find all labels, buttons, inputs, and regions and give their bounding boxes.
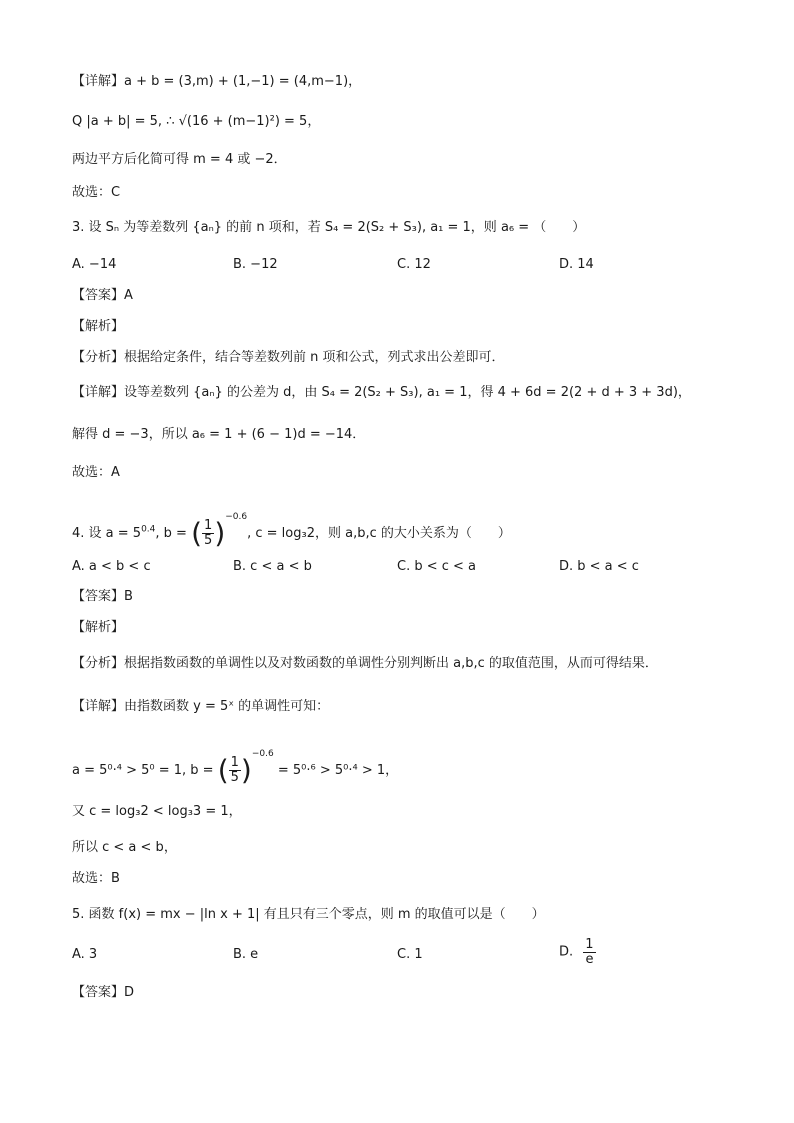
q5-option-c: C. 1 (397, 947, 423, 962)
q4-option-b: B. c < a < b (233, 559, 312, 574)
q4-exp-a: 0.4 (141, 524, 156, 535)
q4-fraction: $\frac{1}{5}$ (204, 518, 213, 548)
q4-fenxi: 【分析】根据指数函数的单调性以及对数函数的单调性分别判断出 a,b,c 的取值范围，从而可得结果． (72, 656, 658, 671)
q4-answer: 【答案】B (72, 589, 133, 604)
q3-analysis-heading: 【解析】 (72, 319, 125, 334)
q5-answer: 【答案】D (72, 985, 135, 1000)
q3-detail-1: 【详解】设等差数列 {aₙ} 的公差为 d，由 S₄ = 2(S₂ + S₃), a₁ = 1，得 4 + 6d = 2(2 + d + 3 + 3d)， (72, 385, 691, 400)
q3-detail-2: 解得 d = −3，所以 a₆ = 1 + (6 − 1)d = −14． (72, 427, 366, 442)
q4-detail-2: a = 5⁰·⁴ > 5⁰ = 1, b = ( $\frac{1}{5}$ )$^{-0.6}$ = 5⁰·⁶ > 5⁰·⁴ > 1， (72, 749, 399, 787)
select-line: 故选：C (72, 185, 121, 200)
q4-detail-4: 所以 c < a < b， (72, 840, 177, 855)
q4-analysis-heading: 【解析】 (72, 620, 125, 635)
question-3: 3. 设 Sₙ 为等差数列 {aₙ} 的前 n 项和，若 S₄ = 2(S₂ + S₃), a₁ = 1，则 a₆ = （ ） (72, 220, 586, 235)
q4-select: 故选：B (72, 871, 120, 886)
q4-option-a: A. a < b < c (72, 559, 151, 574)
q3-option-b: B. −12 (233, 257, 278, 272)
q4-exp-b: −0.6 (225, 512, 248, 522)
q5-option-a: A. 3 (72, 947, 98, 962)
q3-select: 故选：A (72, 465, 120, 480)
q4-suffix: , c = log₃2，则 a,b,c 的大小关系为（ ） (247, 526, 511, 541)
q4-option-c: C. b < c < a (397, 559, 477, 574)
q4-detail-1: 【详解】由指数函数 y = 5ˣ 的单调性可知： (72, 699, 330, 714)
detail-line-2: Q |a + b| = 5, ∴ √(16 + (m−1)²) = 5， (72, 114, 321, 129)
q3-option-a: A. −14 (72, 257, 117, 272)
detail-line-1: 【详解】a + b = (3,m) + (1,−1) = (4,m−1)， (72, 74, 362, 89)
q4-option-d: D. b < a < c (559, 559, 639, 574)
q5-option-d: D. $\frac{1}{e}$ (559, 937, 594, 967)
detail-line-3: 两边平方后化简可得 m = 4 或 −2． (72, 152, 287, 167)
q3-fenxi: 【分析】根据给定条件，结合等差数列前 n 项和公式，列式求出公差即可． (72, 350, 505, 365)
q4-detail-3: 又 c = log₃2 < log₃3 = 1， (72, 804, 242, 819)
q5-option-d-fraction: $\frac{1}{e}$ (585, 937, 594, 967)
q4-prefix: 4. 设 a = 5 (72, 526, 142, 541)
q3-answer: 【答案】A (72, 288, 133, 303)
q5-option-b: B. e (233, 947, 259, 962)
q3-option-d: D. 14 (559, 257, 594, 272)
q4-mid: , b = (155, 526, 192, 541)
question-5: 5. 函数 f(x) = mx − |ln x + 1| 有且只有三个零点，则 m 的取值可以是（ ） (72, 907, 545, 922)
question-4: 4. 设 $a = 5^{0.4}$, b = ( $\frac{1}{5}$ )$^{-0.6}$, c = log₃2，则 a,b,c 的大小关系为（ ） (72, 512, 511, 550)
q3-option-c: C. 12 (397, 257, 431, 272)
